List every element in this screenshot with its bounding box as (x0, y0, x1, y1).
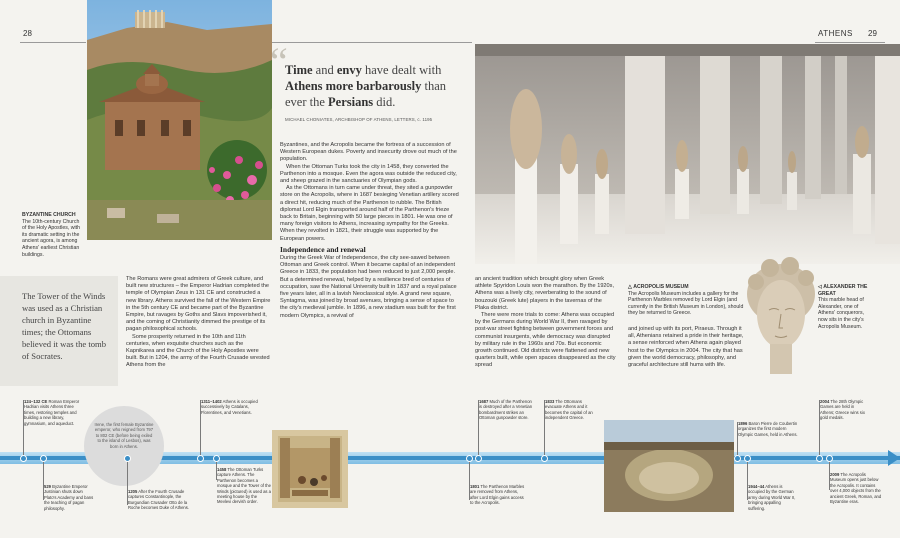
timeline-dot (541, 455, 548, 462)
timeline-entry (128, 489, 190, 511)
body-column-1 (126, 276, 271, 370)
timeline-arrow-icon (888, 450, 900, 466)
timeline-dot (213, 455, 220, 462)
timeline-dot (466, 455, 473, 462)
page-number-left: 28 (23, 29, 32, 38)
body-paragraph: an ancient tradition which brought glory when Greek athlete Spyridon Louis won the marathon. By the 1920s, Athens was a lively city, reverberating to the sound of bouzouki (Greek lute) players in the tavernas of the Plaka district. (475, 276, 614, 311)
timeline-text: Roman Emperor Hadrian visits Athens three times, restoring temples and building a new library, gymnasium, and aqueduct. (24, 399, 80, 426)
timeline-dot (475, 455, 482, 462)
alexander-caption-text: This marble head of Alexander, one of Athens' conquerors, now sits in the city's Acropolis Museum. (818, 297, 864, 330)
museum-caption-title: △ ACROPOLIS MUSEUM (628, 284, 689, 290)
timeline-text: Athens is occupied successively by Catalans, Florentines, and Venetians. (201, 399, 258, 415)
museum-caption (628, 284, 746, 317)
timeline-tick (216, 460, 217, 480)
olympic-stadium-photo (604, 420, 734, 512)
timeline-entry (830, 472, 882, 504)
church-caption (22, 212, 82, 258)
timeline-tick (23, 400, 24, 456)
timeline-tick (544, 400, 545, 456)
timeline-text: The Parthenon Marbles are removed from Athens, after Lord Elgin gains access to the Acropolis. (470, 484, 525, 506)
timeline-text: The 28th Olympic Games are held in Athens; Greece wins six gold medals. (820, 399, 865, 421)
body-paragraph: The Romans were great admirers of Greek culture, and built new structures – the Emperor Hadrian completed the temple of Olympian Zeus in 131 CE and constructed a new library. Athens survived the fall of the Western Empire in the 5th century CE and became part of the Byzantine Empire, but ravages by Goths and Slavs impoverished it, and the coming of Christianity dimmed the prestige of its pagan philosophical schools. (126, 276, 271, 333)
timeline-date: 1833 (545, 399, 555, 404)
triangle-left-icon: ◁ (818, 284, 824, 290)
pull-quote: The Tower of the Winds was used as a Christian church in Byzantine times; the Ottomans believed it was the tomb of Socrates. (22, 291, 107, 361)
timeline-text: The Ottoman Turks capture Athens. The Parthenon becomes a mosque and the Tower of the Winds (pictured) is used as a meeting house by the Mevlevi dervish order. (217, 467, 271, 505)
timeline-dot (734, 455, 741, 462)
body-column-4 (628, 326, 746, 369)
timeline-date: 1311–1402 (201, 399, 222, 404)
section-heading: Independence and renewal (280, 244, 366, 254)
tower-of-winds-painting (272, 430, 348, 508)
timeline-dot (124, 455, 131, 462)
timeline-entry (470, 484, 526, 506)
timeline-tick (747, 460, 748, 500)
timeline-dot (20, 455, 27, 462)
timeline-dot (40, 455, 47, 462)
alexander-bust-photo (742, 252, 820, 380)
body-paragraph: Byzantines, and the Acropolis became the fortress of a succession of Western European dukes. Poverty and insecurity drove out much of the population. (280, 142, 457, 163)
timeline-tick (127, 460, 128, 505)
page-number-right: 29 (868, 29, 877, 38)
alexander-caption-title: ◁ ALEXANDER THE GREAT (818, 284, 868, 297)
timeline-entry (738, 421, 798, 437)
timeline-tick (819, 400, 820, 456)
body-paragraph: When the Ottoman Turks took the city in 1458, they converted the Parthenon into a mosque. Even the agora was outside the reduced city, and sheep grazed in the sanctuaries of Olympian gods. (280, 163, 457, 185)
timeline-text: Baron Pierre de Coubertin organizes the first modern Olympic Games, held in Athens. (738, 421, 798, 437)
timeline-date: 1687 (479, 399, 489, 404)
museum-caption-text: The Acropolis Museum includes a gallery for the Parthenon Marbles removed by Lord Elgin (and currently in the British Museum in London), should they be returned to Greece. (628, 290, 744, 317)
timeline-tick (737, 422, 738, 456)
header-rule-right (815, 42, 885, 43)
timeline-entry (24, 399, 82, 426)
timeline-entry (748, 484, 798, 511)
timeline-tick (43, 460, 44, 500)
timeline-dot (744, 455, 751, 462)
timeline-tick (200, 400, 201, 456)
header-rule-center (272, 42, 472, 43)
timeline-text: Athens is occupied by the German army during World War II, bringing appalling suffering. (748, 484, 796, 511)
timeline-dot (197, 455, 204, 462)
body-paragraph: Some prosperity returned in the 10th and 11th centuries, when exquisite churches such as the Kapnikarea and the Church of the Holy Apostles were built. But in 1204, the army of the Fourth Crusade wrested Athens from the (126, 333, 270, 369)
timeline-tick (829, 460, 830, 490)
timeline-dot (816, 455, 823, 462)
church-caption-text: The 10th-century Church of the Holy Apostles, with its dramatic setting in the ancient agora, is among Athens' earliest Christian buildings. (22, 218, 80, 258)
header-rule-left (20, 42, 86, 43)
quote-source: MICHAEL CHONIATES, ARCHBISHOP OF ATHENS, LETTERS, c. 1195 (285, 117, 433, 122)
church-photo (87, 0, 272, 240)
timeline-dot (826, 455, 833, 462)
timeline-entry (44, 484, 96, 511)
timeline-date: 1205 (128, 489, 138, 494)
timeline-date: 1458 (217, 467, 227, 472)
timeline-entry (820, 399, 868, 421)
timeline-date: 1896 (738, 421, 748, 426)
timeline-tick (469, 460, 470, 500)
body-paragraph: As the Ottomans in turn came under threat, they sited a gunpowder store on the Acropolis, where in 1687 besieging Venetian artillery scored a direct hit, reducing much of the Parthenon to rubble. The British diplomat Lord Elgin transported around half of the Parthenon's frieze back to Britain, beginning with 50 large pieces in 1801. He was one of many foreign visitors to Athens, increasing sympathy for the Greeks. When they revolted in 1821, their struggle was supported by the European powers. (280, 185, 459, 242)
section-title: ATHENS (818, 29, 853, 38)
timeline-date: 2009 (830, 472, 840, 477)
timeline-text: The Ottomans evacuate Athens and it becomes the capital of an independent Greece. (545, 399, 593, 421)
alexander-caption (818, 284, 874, 330)
church-caption-title: BYZANTINE CHURCH (22, 212, 76, 218)
timeline-date: 124–132 CE (24, 399, 48, 404)
timeline-date: 2004 (820, 399, 830, 404)
timeline-text: After the Fourth Crusade captures Constantinople, the Burgundian Crusader Otto de la Roche becomes Duke of Athens. (128, 489, 189, 511)
timeline-circle-text: Irene, the first female Byzantine emperor, who reigned from 797 to 802 CE (before being exiled to the island of Lesbos), was born in Athens. (94, 422, 154, 449)
timeline-entry (479, 399, 535, 421)
timeline-date: 1801 (470, 484, 480, 489)
body-paragraph: and joined up with its port, Piraeus. Through it all, Athenians retained a pride in their heritage, a sense reinforced when Athens again played host to the Olympics in 2004. The city that has given the world democracy, philosophy, and graceful architecture still hums with life. (628, 326, 744, 369)
timeline-tick (478, 400, 479, 456)
feature-quote: Time and envy have dealt with Athens more barbarously than ever the Persians did. (285, 63, 447, 109)
body-paragraph: During the Greek War of Independence, the city see-sawed between Ottoman and Greek control. When it became capital of an independent Greece in 1833, the population had been reduced to just 2,000 people. But a determined renewal, helped by a resilience bred of centuries of occupation, saw the National University built in 1837 and a royal palace five years later, all in a lavish Neoclassical style. A grand new square, Syntagma, was joined by broad avenues, bringing a sense of space to the city's medieval jumble. In 1896, a new stadium was built for the first modern Olympics, a revival of (280, 255, 457, 319)
timeline-text: Byzantine Emperor Justinian shuts down Plato's Academy and bans the teaching of pagan philosophy. (44, 484, 94, 511)
timeline-text: The Acropolis Museum opens just below the Acropolis. It contains over 4,000 objects from the ancient Greek, Roman, and Byzantine eras. (830, 472, 882, 505)
timeline-date: 1944–44 (748, 484, 765, 489)
quote-mark-icon: “ (270, 39, 288, 84)
timeline-entry (217, 467, 271, 505)
body-column-2 (280, 142, 460, 320)
timeline-text: Much of the Parthenon is destroyed after a Venetian bombardment strikes an Ottoman gunpowder store. (479, 399, 533, 421)
museum-photo (475, 44, 900, 264)
triangle-up-icon: △ (628, 284, 634, 290)
timeline-entry (201, 399, 263, 415)
timeline-entry (545, 399, 597, 421)
body-paragraph: There were more trials to come: Athens was occupied by the Germans during World War II, then ravaged by post-war street fighting between government forces and communist insurgents, while democracy was disrupted by military rule in the 1960s and 70s. But economic growth continued. Old districts were flattened and new quarters built, while open spaces disappeared as the city spread (475, 312, 616, 369)
timeline-date: 529 (44, 484, 51, 489)
body-column-3 (475, 276, 617, 370)
